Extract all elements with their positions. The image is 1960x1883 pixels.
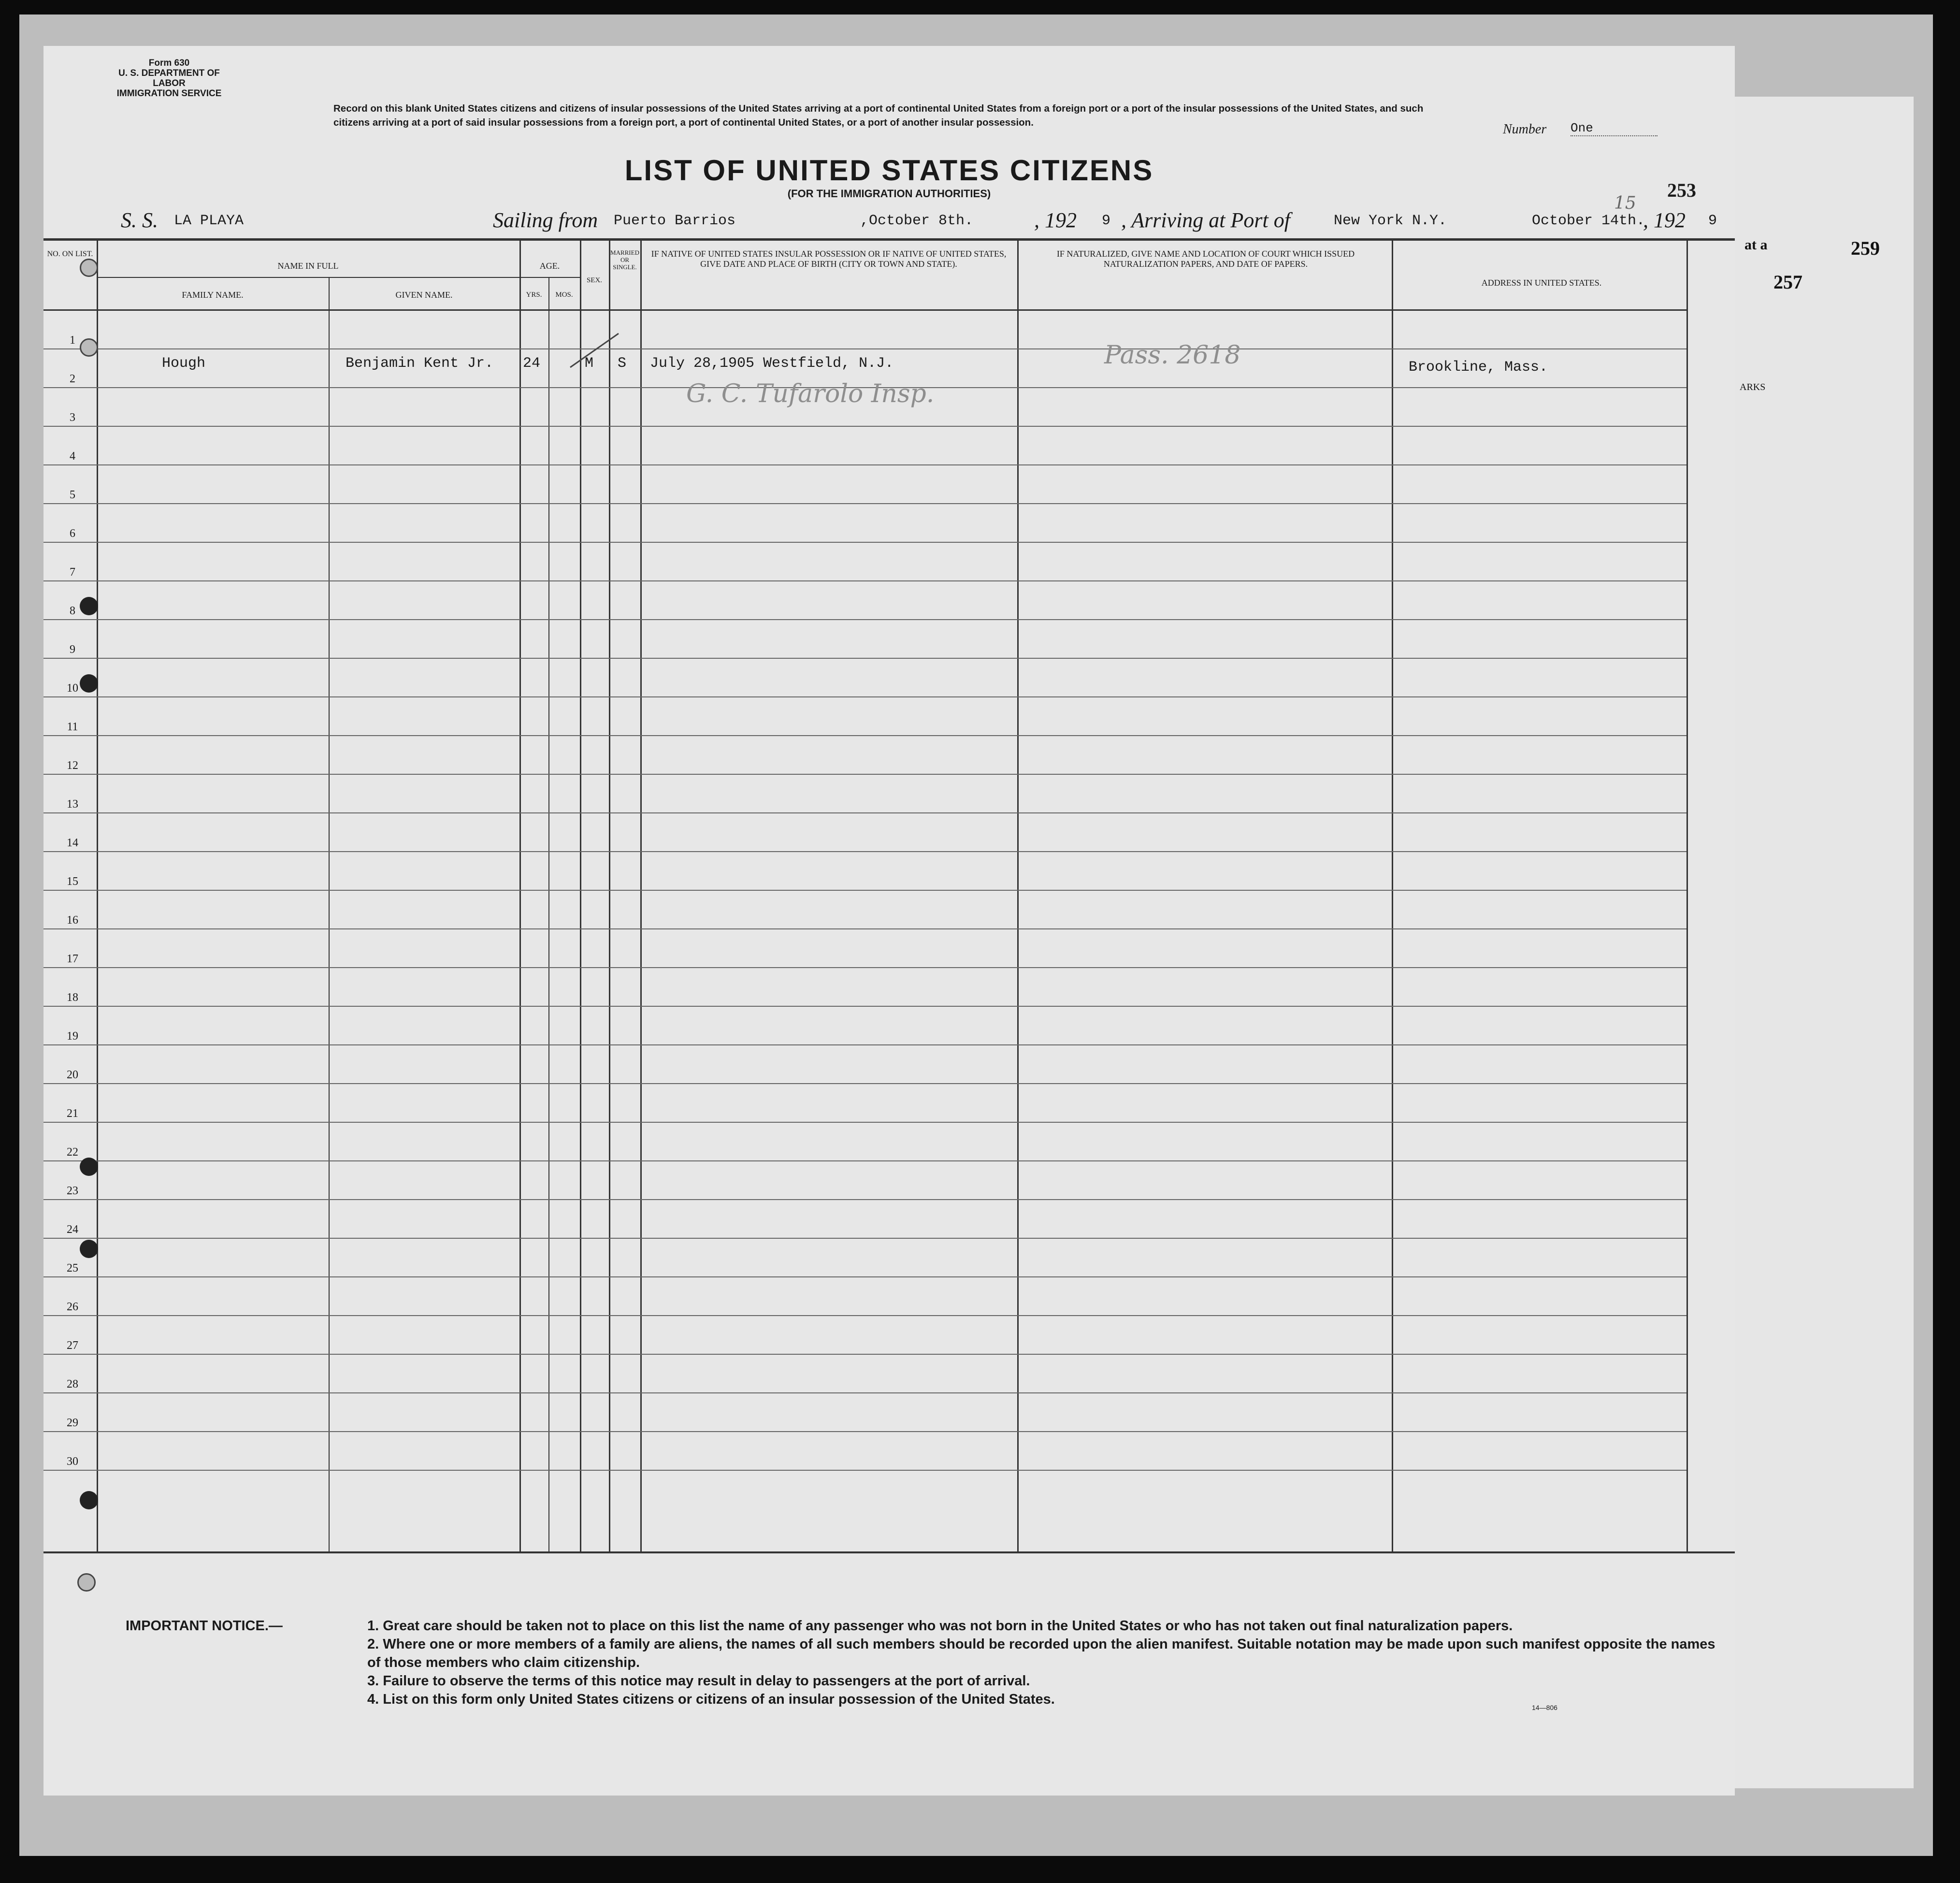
binder-hole xyxy=(80,597,98,615)
row-1-married: S xyxy=(618,355,627,372)
instructions-text: Record on this blank United States citizens and citizens of insular possessions of the United States arriving at a port of continental United States from a foreign port or a port of the insular possessions of the United States, and such citizens arriving at a port of said insular possessions from a foreign port, a port of continental United States, or a port of another insular possession. xyxy=(333,103,1424,128)
arriving-label: , Arriving at Port of xyxy=(1121,208,1290,232)
notice-item: 2. Where one or more members of a family are aliens, the names of all such members should be recorded upon the alien manifest. Suitable notation may be made upon such manifest opposite the names of those members who claim citizenship. xyxy=(367,1637,1715,1670)
row-number: 20 xyxy=(67,1069,78,1081)
form-header xyxy=(101,58,237,99)
row-1-address: Brookline, Mass. xyxy=(1409,359,1548,376)
table-bottom-rule xyxy=(43,1551,1735,1553)
row-rule xyxy=(43,890,1686,891)
arrival-date-correction: 15 xyxy=(1614,193,1636,213)
row-rule xyxy=(43,1199,1686,1200)
row-number: 10 xyxy=(67,682,78,695)
department-name: U. S. DEPARTMENT OF LABOR xyxy=(118,68,220,88)
service-name: IMMIGRATION SERVICE xyxy=(116,88,222,99)
sailing-label: Sailing from xyxy=(493,208,598,232)
row-rule xyxy=(43,1392,1686,1393)
col-rule xyxy=(1686,239,1688,1551)
row-number: 23 xyxy=(67,1185,78,1197)
row-rule xyxy=(43,1470,1686,1471)
col-header-family-name: FAMILY NAME. xyxy=(182,290,244,300)
row-rule xyxy=(43,348,1686,349)
row-number: 5 xyxy=(70,489,75,501)
row-rule xyxy=(43,426,1686,427)
row-rule xyxy=(43,658,1686,659)
year-label-1: , 192 xyxy=(1034,208,1077,232)
passage-note: Pass. 2618 xyxy=(1104,341,1241,370)
row-number: 8 xyxy=(70,605,75,617)
row-rule xyxy=(43,928,1686,929)
row-1-yrs: 24 xyxy=(523,355,541,372)
row-1-birth: July 28,1905 Westfield, N.J. xyxy=(650,355,894,372)
row-number: 3 xyxy=(70,411,75,424)
row-number: 2 xyxy=(70,373,75,385)
side-fragment-remarks: ARKS xyxy=(1740,382,1766,392)
row-rule xyxy=(43,1276,1686,1277)
binder-hole xyxy=(80,1491,98,1509)
table-top-rule xyxy=(43,238,1735,241)
col-header-given-name: GIVEN NAME. xyxy=(395,290,453,300)
row-rule xyxy=(43,812,1686,813)
page-subtitle: (FOR THE IMMIGRATION AUTHORITIES) xyxy=(787,188,991,200)
col-header-naturalized: IF NATURALIZED, GIVE NAME AND LOCATION OF COURT WHICH ISSUED NATURALIZATION PAPERS, AND DATE OF PAPERS. xyxy=(1056,249,1355,269)
col-rule xyxy=(548,278,549,1551)
row-number: 7 xyxy=(70,566,75,579)
row-number: 17 xyxy=(67,953,78,965)
row-rule xyxy=(43,1044,1686,1045)
binder-hole xyxy=(80,1240,98,1258)
number-label: Number xyxy=(1503,122,1547,137)
row-number: 22 xyxy=(67,1146,78,1159)
header-bottom-rule xyxy=(43,309,1686,311)
row-rule xyxy=(43,464,1686,465)
row-rule xyxy=(43,1122,1686,1123)
row-number: 4 xyxy=(70,450,75,463)
row-number: 12 xyxy=(67,759,78,772)
row-number: 28 xyxy=(67,1378,78,1391)
row-rule xyxy=(43,1315,1686,1316)
row-number: 16 xyxy=(67,914,78,927)
row-number: 27 xyxy=(67,1339,78,1352)
number-value: One xyxy=(1571,121,1657,136)
row-1-family-name: Hough xyxy=(162,355,206,372)
subheader-rule xyxy=(519,277,580,278)
arrival-date: October 14th. xyxy=(1532,213,1645,229)
col-header-yrs: YRS. xyxy=(526,291,542,299)
row-number: 9 xyxy=(70,643,75,656)
row-number: 21 xyxy=(67,1107,78,1120)
page-number: 253 xyxy=(1667,179,1696,201)
row-number: 18 xyxy=(67,991,78,1004)
notice-lead: IMPORTANT NOTICE.— xyxy=(126,1618,283,1634)
binder-hole xyxy=(80,674,98,693)
ship-name: LA PLAYA xyxy=(174,213,244,229)
col-header-no: NO. ON LIST. xyxy=(47,250,93,258)
back-sheet-right xyxy=(1720,97,1914,1788)
pencil-mark xyxy=(565,331,623,370)
col-header-sex: SEX. xyxy=(586,276,603,284)
subheader-rule xyxy=(97,277,519,278)
row-number: 25 xyxy=(67,1262,78,1275)
from-port: Puerto Barrios xyxy=(614,213,736,229)
row-number: 15 xyxy=(67,875,78,888)
year-1: 9 xyxy=(1102,213,1111,229)
arrival-port: New York N.Y. xyxy=(1334,213,1447,229)
manifest-sheet xyxy=(43,46,1735,1796)
col-header-mos: MOS. xyxy=(555,291,573,299)
binder-hole xyxy=(80,338,98,357)
row-number: 13 xyxy=(67,798,78,811)
form-number: Form 630 xyxy=(148,58,190,68)
notice-item: 1. Great care should be taken not to place on this list the name of any passenger who was not born in the United States or who has not taken out final naturalization papers. xyxy=(367,1618,1513,1634)
col-header-age: AGE. xyxy=(539,261,560,271)
year-2: 9 xyxy=(1708,213,1717,229)
binder-hole xyxy=(80,259,98,277)
col-rule xyxy=(329,278,330,1551)
row-rule xyxy=(43,696,1686,697)
row-number: 6 xyxy=(70,527,75,540)
row-rule xyxy=(43,774,1686,775)
row-number: 19 xyxy=(67,1030,78,1043)
row-rule xyxy=(43,580,1686,581)
notice-item: 3. Failure to observe the terms of this notice may result in delay to passengers at the port of arrival. xyxy=(367,1673,1030,1689)
row-rule xyxy=(43,619,1686,620)
side-fragment-at-a: at a xyxy=(1744,237,1768,253)
row-rule xyxy=(43,503,1686,504)
row-rule xyxy=(43,1160,1686,1161)
col-header-address: ADDRESS IN UNITED STATES. xyxy=(1481,278,1602,288)
side-fragment-page-259: 259 xyxy=(1851,237,1880,259)
year-label-2: , 192 xyxy=(1643,208,1686,232)
row-number: 11 xyxy=(67,721,78,733)
binder-hole xyxy=(80,1158,98,1176)
col-header-married: MARRIED OR SINGLE. xyxy=(610,249,639,271)
page-title: LIST OF UNITED STATES CITIZENS xyxy=(624,154,1154,187)
row-rule xyxy=(43,1238,1686,1239)
notice-item: 4. List on this form only United States citizens or citizens of an insular possession of the United States. xyxy=(367,1692,1055,1707)
row-rule xyxy=(43,542,1686,543)
binder-hole xyxy=(77,1573,96,1592)
form-code: 14—806 xyxy=(1532,1704,1557,1711)
row-rule xyxy=(43,851,1686,852)
row-rule xyxy=(43,1083,1686,1084)
col-header-native: IF NATIVE OF UNITED STATES INSULAR POSSESSION OR IF NATIVE OF UNITED STATES, GIVE DATE AND PLACE OF BIRTH (CITY OR TOWN AND STATE). xyxy=(651,249,1007,269)
ss-label: S. S. xyxy=(121,208,158,232)
inspector-signature: G. C. Tufarolo Insp. xyxy=(686,379,935,408)
row-number: 29 xyxy=(67,1417,78,1429)
row-number: 24 xyxy=(67,1223,78,1236)
row-rule xyxy=(43,735,1686,736)
row-number: 26 xyxy=(67,1301,78,1313)
row-number: 30 xyxy=(67,1455,78,1468)
row-1-given-name: Benjamin Kent Jr. xyxy=(346,355,494,372)
row-1-sex: M xyxy=(585,355,594,372)
row-rule xyxy=(43,1431,1686,1432)
row-rule xyxy=(43,1006,1686,1007)
side-fragment-page-257: 257 xyxy=(1773,271,1802,293)
sailing-date: ,October 8th. xyxy=(860,213,974,229)
row-number: 14 xyxy=(67,837,78,849)
col-header-name-in-full: NAME IN FULL xyxy=(277,261,339,271)
row-number: 1 xyxy=(70,334,75,347)
row-rule xyxy=(43,967,1686,968)
row-rule xyxy=(43,1354,1686,1355)
